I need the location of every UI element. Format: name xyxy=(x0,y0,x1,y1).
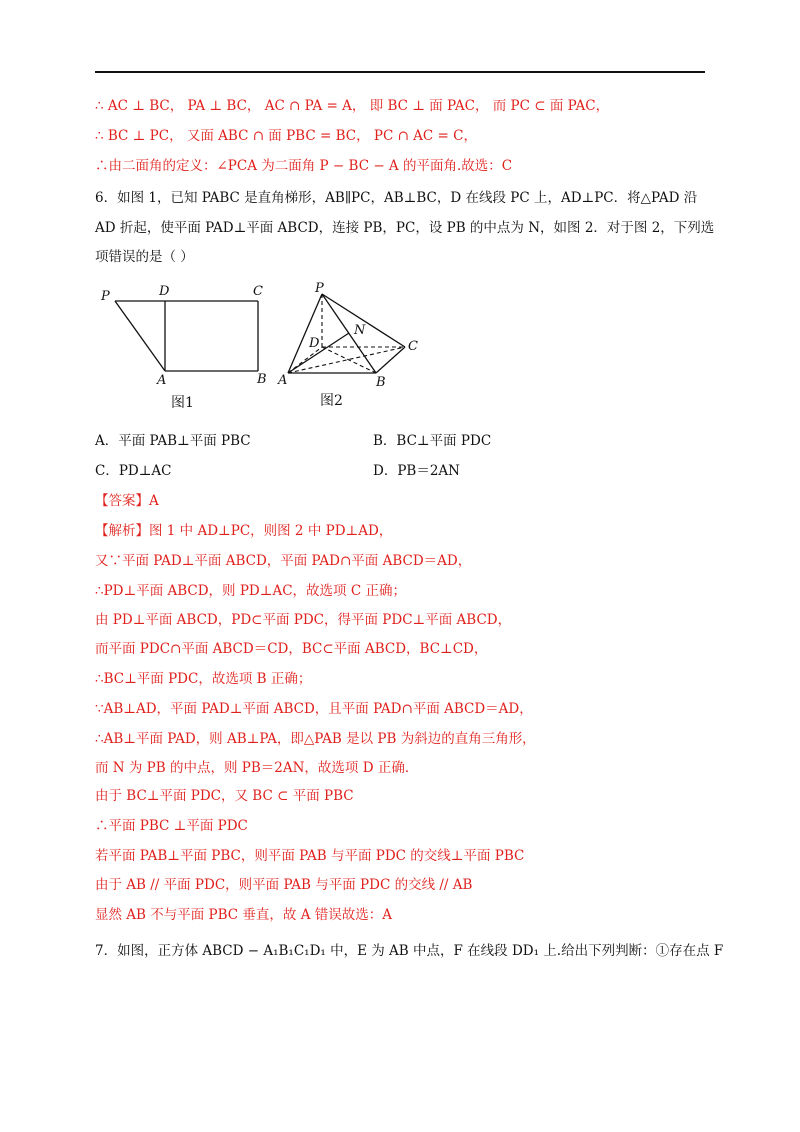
figure-1 xyxy=(95,280,275,415)
q6-analysis-line-11: ∴平面 PBC ⊥平面 PDC xyxy=(95,818,248,834)
fig2-edge-bc xyxy=(376,347,405,373)
q6-analysis-line-1: 【解析】图 1 中 AD⊥PC，则图 2 中 PD⊥AD， xyxy=(95,523,393,539)
fig1-label-d: D xyxy=(159,284,170,299)
q6-analysis-line-12: 若平面 PAB⊥平面 PBC，则平面 PAB 与平面 PDC 的交线⊥平面 PBC xyxy=(95,848,525,864)
q6-stem-line-1: 6．如图 1，已知 PABC 是直角梯形，AB∥PC，AB⊥BC，D 在线段 PC 上，AD⊥PC．将△PAD 沿 xyxy=(95,190,698,206)
q6-option-b: B．BC⊥平面 PDC xyxy=(373,433,492,449)
q6-analysis-line-5: 而平面 PDC∩平面 ABCD＝CD，BC⊂平面 ABCD，BC⊥CD， xyxy=(95,641,488,657)
q6-analysis-line-6: ∴BC⊥平面 PDC，故选项 B 正确； xyxy=(95,671,312,687)
fig2-label-n: N xyxy=(354,323,366,338)
q6-analysis-line-2: 又∵平面 PAD⊥平面 ABCD，平面 PAD∩平面 ABCD＝AD， xyxy=(95,553,472,569)
q6-analysis-line-13: 由于 AB // 平面 PDC，则平面 PAB 与平面 PDC 的交线 // AB xyxy=(95,877,473,893)
fig1-label-c: C xyxy=(253,284,263,299)
prev-solution-line-2: ∴ BC ⊥ PC， 又面 ABC ∩ 面 PBC = BC， PC ∩ AC = C， xyxy=(95,128,477,144)
fig1-label-p: P xyxy=(101,289,110,304)
fig1-label-a: A xyxy=(157,373,167,388)
q6-analysis-line-8: ∴AB⊥平面 PAD，则 AB⊥PA，即△PAB 是以 PB 为斜边的直角三角形， xyxy=(95,731,536,747)
q6-analysis-line-14: 显然 AB 不与平面 PBC 垂直，故 A 错误故选：A xyxy=(95,907,392,923)
fig2-label-d: D xyxy=(309,336,320,351)
q6-stem-line-2: AD 折起，使平面 PAD⊥平面 ABCD，连接 PB，PC，设 PB 的中点为 N，如图 2．对于图 2，下列选 xyxy=(95,220,715,236)
q7-stem-line-1: 7．如图，正方体 ABCD − A₁B₁C₁D₁ 中，E 为 AB 中点，F 在线段 DD₁ 上.给出下列判断：①存在点 F xyxy=(95,943,724,959)
q6-analysis-line-10: 由于 BC⊥平面 PDC，又 BC ⊂ 平面 PBC xyxy=(95,788,354,804)
prev-solution-line-3: ∴由二面角的定义：∠PCA 为二面角 P − BC − A 的平面角.故选：C xyxy=(95,158,513,174)
fig2-label-a: A xyxy=(278,373,288,388)
q6-analysis-line-9: 而 N 为 PB 的中点，则 PB＝2AN，故选项 D 正确． xyxy=(95,760,419,776)
q6-analysis-line-4: 由 PD⊥平面 ABCD，PD⊂平面 PDC，得平面 PDC⊥平面 ABCD， xyxy=(95,612,512,628)
q6-analysis-line-7: ∵AB⊥AD，平面 PAD⊥平面 ABCD，且平面 PAD∩平面 ABCD＝AD， xyxy=(95,701,533,717)
fig2-edge-pc xyxy=(322,294,405,347)
prev-solution-line-1: ∴ AC ⊥ BC， PA ⊥ BC， AC ∩ PA = A， 即 BC ⊥ 面 PAC， 而 PC ⊂ 面 PAC， xyxy=(95,98,610,114)
q6-analysis-line-3: ∴PD⊥平面 ABCD，则 PD⊥AC，故选项 C 正确； xyxy=(95,583,406,599)
header-rule xyxy=(95,71,705,73)
fig2-label-c: C xyxy=(408,339,418,354)
q6-answer: 【答案】A xyxy=(95,493,159,509)
fig2-caption: 图2 xyxy=(320,393,343,409)
fig2-label-p: P xyxy=(315,281,324,296)
fig2-label-b: B xyxy=(376,375,386,390)
q6-option-a: A．平面 PAB⊥平面 PBC xyxy=(95,433,251,449)
figure-2 xyxy=(275,280,425,415)
fig1-label-b: B xyxy=(257,372,267,387)
q6-stem-line-3: 项错误的是（ ） xyxy=(95,249,194,265)
q6-option-c: C．PD⊥AC xyxy=(95,463,172,479)
q6-option-d: D．PB＝2AN xyxy=(373,463,460,479)
fig1-caption: 图1 xyxy=(171,395,194,411)
fig1-edge-pa xyxy=(115,301,165,371)
